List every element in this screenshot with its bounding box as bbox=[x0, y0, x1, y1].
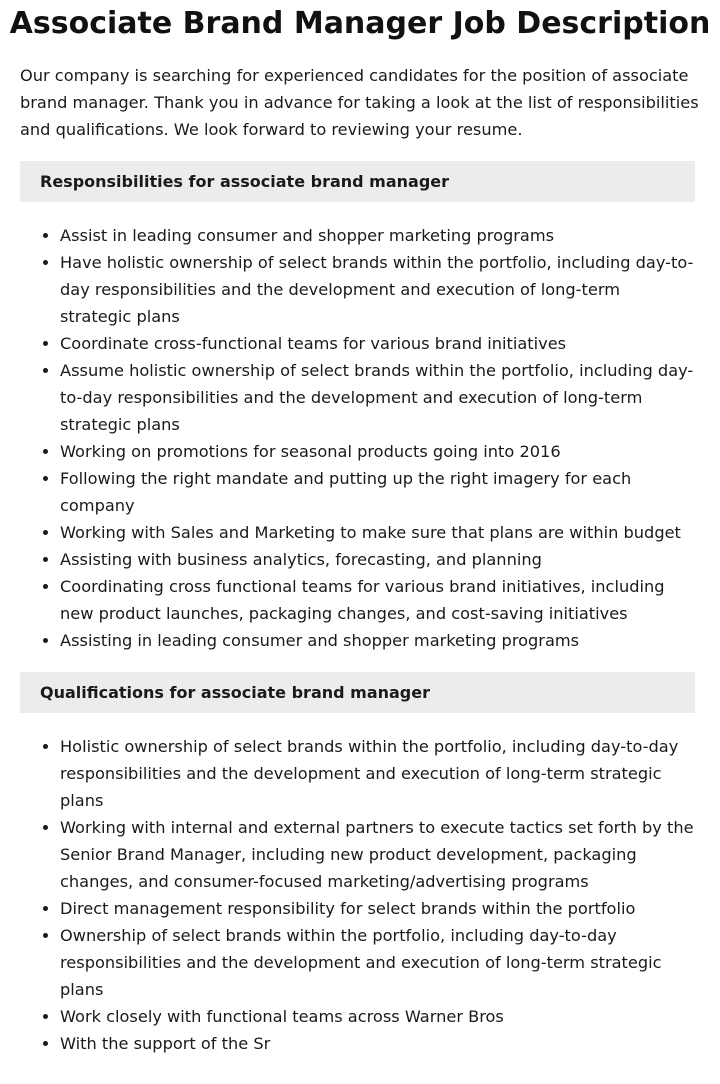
list-item: • Working on promotions for seasonal products going into 2016 bbox=[60, 438, 695, 465]
list-item: • Assist in leading consumer and shopper marketing programs bbox=[60, 222, 695, 249]
list-item: • Following the right mandate and putting up the right imagery for each company bbox=[60, 465, 695, 519]
list-item: • Assisting in leading consumer and shopper marketing programs bbox=[60, 627, 695, 654]
responsibilities-list bbox=[20, 222, 695, 654]
qualifications-heading: Qualifications for associate brand manager bbox=[20, 672, 695, 713]
list-item: • Working with internal and external partners to execute tactics set forth by the Senior Brand Manager, including new product development, packaging changes, and consumer-focused marketing/advertising programs bbox=[60, 814, 695, 895]
list-item: • Coordinating cross functional teams for various brand initiatives, including new product launches, packaging changes, and cost-saving initiatives bbox=[60, 573, 695, 627]
list-item: • Have holistic ownership of select brands within the portfolio, including day-to-day responsibilities and the development and execution of long-term strategic plans bbox=[60, 249, 695, 330]
intro-paragraph: Our company is searching for experienced candidates for the position of associate brand manager. Thank you in advance for taking a look at the list of responsibilities and qualifications. We look forward to reviewing your resume. bbox=[20, 66, 699, 139]
list-item: • Coordinate cross-functional teams for various brand initiatives bbox=[60, 330, 695, 357]
list-item: • Working with Sales and Marketing to make sure that plans are within budget bbox=[60, 519, 695, 546]
responsibilities-heading: Responsibilities for associate brand manager bbox=[20, 161, 695, 202]
list-item: • Direct management responsibility for select brands within the portfolio bbox=[60, 895, 695, 922]
list-item: • With the support of the Sr bbox=[60, 1030, 695, 1057]
page-title: Associate Brand Manager Job Description bbox=[9, 6, 711, 41]
qualifications-list bbox=[20, 733, 695, 1057]
list-item: • Ownership of select brands within the portfolio, including day-to-day responsibilities and the development and execution of long-term strategic plans bbox=[60, 922, 695, 1003]
list-item: • Assume holistic ownership of select brands within the portfolio, including day-to-day responsibilities and the development and execution of long-term strategic plans bbox=[60, 357, 695, 438]
list-item: • Assisting with business analytics, forecasting, and planning bbox=[60, 546, 695, 573]
list-item: • Work closely with functional teams across Warner Bros bbox=[60, 1003, 695, 1030]
list-item: • Holistic ownership of select brands within the portfolio, including day-to-day responsibilities and the development and execution of long-term strategic plans bbox=[60, 733, 695, 814]
